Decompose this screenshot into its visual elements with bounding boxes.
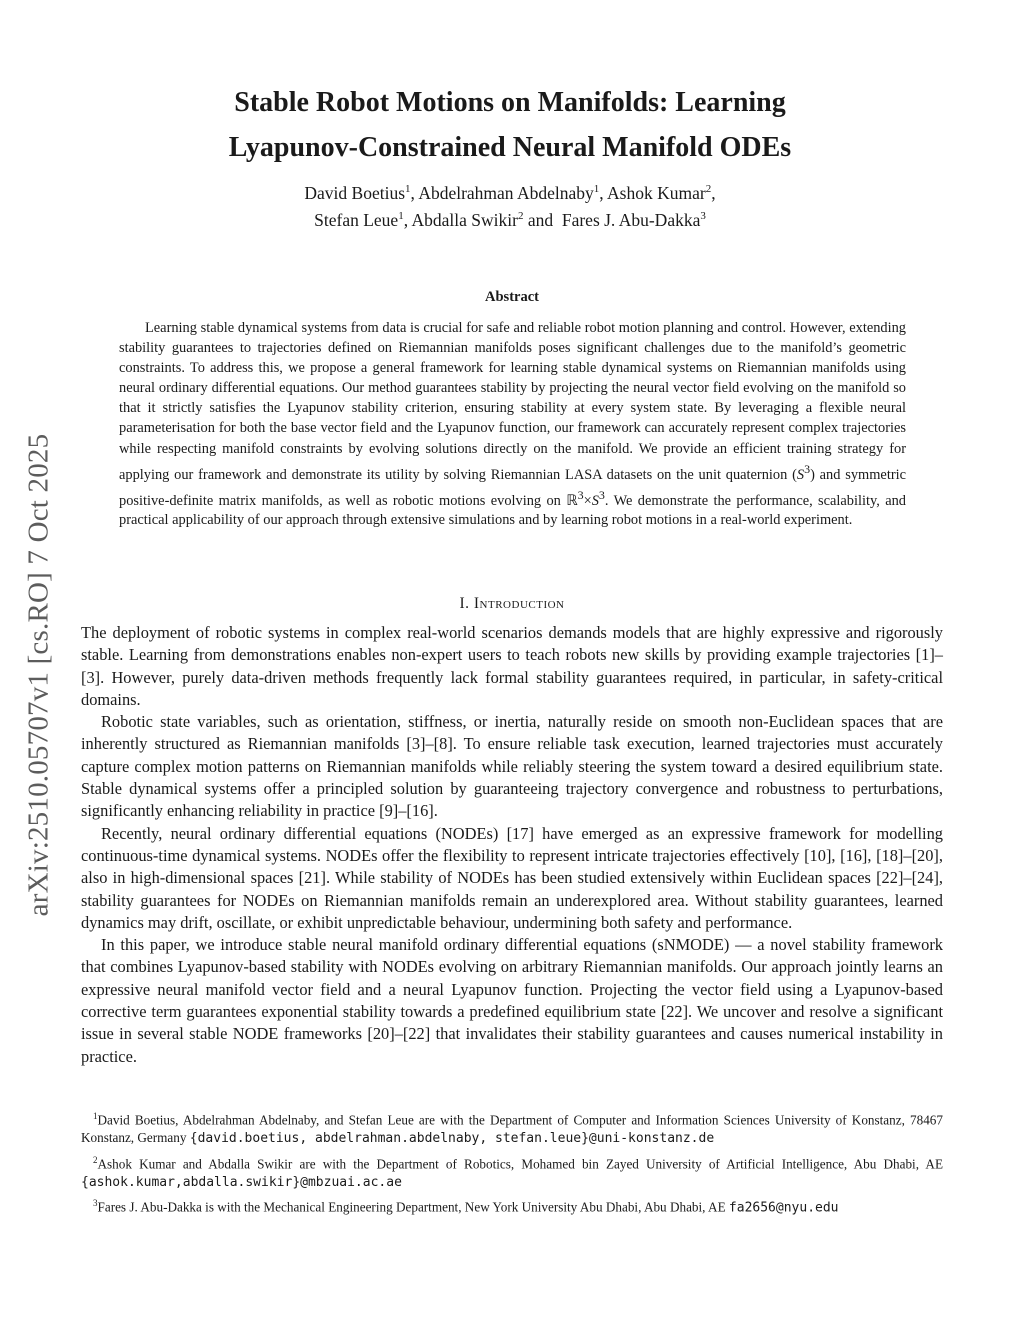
math-symbol-r: ℝ bbox=[566, 492, 578, 509]
introduction-body bbox=[81, 622, 943, 1068]
author-separator: , bbox=[711, 182, 716, 203]
abstract-text-part-3: . We demonstrate the performance, scalability, and practical applicability of our approach through extensive simulations and by learning robot motions in a real-world experiment. bbox=[119, 492, 906, 529]
intro-paragraph: Recently, neural ordinary differential equations (NODEs) [17] have emerged as an expressive framework for modelling continuous-time dynamical systems. NODEs offer the flexibility to represent intricate trajectories effectively [10], [16], [18]–[20], also in high-dimensional spaces [21]. While stability of NODEs has been studied extensively within Euclidean spaces [22]–[24], stability guarantees for NODEs on Riemannian manifolds remain an underexplored area. Without stability guarantees, learned dynamics may drift, oscillate, or exhibit unpredictable behaviour, undermining both safety and performance. bbox=[81, 823, 943, 932]
author-affiliation-mark: 2 bbox=[705, 183, 712, 195]
abstract-heading: Abstract bbox=[485, 289, 539, 305]
author-line-2 bbox=[160, 205, 860, 232]
arxiv-identifier-stamp bbox=[14, 375, 64, 975]
footnote-mark: 1 bbox=[93, 1111, 98, 1121]
math-exponent: 3 bbox=[598, 487, 605, 502]
title-line-2: Lyapunov-Constrained Neural Manifold ODEs bbox=[228, 132, 792, 163]
footnote bbox=[81, 1151, 943, 1193]
author-name: Abdalla Swikir bbox=[411, 209, 518, 230]
intro-paragraph: In this paper, we introduce stable neural manifold ordinary differential equations (sNMODE) — a novel stability framework that combines Lyapunov-based stability with NODEs evolving on arbitrary Riemannian manifolds. Our approach jointly learns an expressive neural manifold vector field and a neural Lyapunov function. Projecting the vector field using a Lyapunov-based corrective term guarantees exponential stability towards a predefined equilibrium state [22]. We uncover and resolve a significant issue in several stable NODE frameworks [20]–[22] that invalidates their stability guarantees and causes numerical instability in practice. bbox=[81, 935, 943, 1066]
author-name: Fares J. Abu-Dakka bbox=[561, 209, 701, 230]
author-affiliation-mark: 3 bbox=[700, 209, 706, 222]
footnote-mark: 3 bbox=[93, 1198, 98, 1209]
footnote-text: Fares J. Abu-Dakka is with the Mechanical Engineering Department, New York University Abu Dhabi, Abu Dhabi, AE bbox=[97, 1199, 729, 1215]
footnote bbox=[81, 1107, 943, 1149]
author-name: David Boetius bbox=[304, 182, 406, 203]
author-affiliation-mark: 2 bbox=[517, 209, 524, 222]
author-line-1 bbox=[160, 178, 860, 205]
abstract-text-part-1: Learning stable dynamical systems from data is crucial for safe and reliable robot motion planning and control. However, extending stability guarantees to trajectories defined on Riemannian manifolds poses significant challenges due to the manifold’s geometric constraints. To address this, we propose a general framework for learning stable dynamical systems on Riemannian manifolds using neural ordinary differential equations. Our method guarantees stability by projecting the neural vector field evolving on the manifold so that it strictly satisfies the Lyapunov stability criterion, ensuring stability at every system state. By leveraging a flexible neural parameterisation for both the base vector field and the Lyapunov function, our framework can accurately represent complex trajectories while respecting manifold constraints by evolving solutions directly on the manifold. We provide an efficient training strategy for applying our framework and demonstrate its utility by solving Riemannian LASA datasets on the unit quaternion ( bbox=[119, 320, 906, 483]
author-separator: , bbox=[599, 182, 608, 203]
author-separator: , bbox=[410, 182, 419, 203]
footnotes bbox=[81, 1107, 943, 1220]
intro-paragraph: The deployment of robotic systems in complex real-world scenarios demands models that are highly expressive and rigorously stable. Learning from demonstrations enables non-expert users to teach robots new skills by providing example trajectories [1]–[3]. However, purely data-driven methods frequently lack formal stability guarantees required, in particular, in safety-critical domains. bbox=[81, 623, 943, 709]
footnote-email: fa2656@nyu.edu bbox=[728, 1200, 839, 1216]
footnote-email: {ashok.kumar,abdalla.swikir}@mbzuai.ac.ae bbox=[81, 1175, 402, 1191]
author-name: Ashok Kumar bbox=[607, 182, 706, 203]
footnote-email: {david.boetius, abdelrahman.abdelnaby, stefan.leue}@uni-konstanz.de bbox=[189, 1131, 715, 1147]
math-symbol-s: S bbox=[796, 466, 805, 483]
title-line-1: Stable Robot Motions on Manifolds: Learning bbox=[234, 87, 786, 118]
abstract-text-part-2: ) and symmetric positive-definite matrix manifolds, as well as robotic motions evolving on bbox=[119, 466, 906, 509]
footnote-text: David Boetius, Abdelrahman Abdelnaby, and Stefan Leue are with the Department of Computer and Information Sciences University of Konstanz, 78467 Konstanz, Germany bbox=[81, 1112, 943, 1146]
author-affiliation-mark: 1 bbox=[405, 183, 411, 195]
abstract-body bbox=[119, 318, 906, 531]
math-symbol-s: S bbox=[591, 492, 599, 509]
section-heading-introduction: I. Introduction bbox=[459, 595, 565, 612]
author-name: Abdelrahman Abdelnaby bbox=[418, 182, 594, 203]
footnote-text: Ashok Kumar and Abdalla Swikir are with the Department of Robotics, Mohamed bin Zayed University of Artificial Intelligence, Abu Dhabi, AE bbox=[97, 1155, 943, 1171]
paper-title bbox=[170, 80, 850, 170]
footnote bbox=[81, 1194, 943, 1217]
author-separator: and bbox=[523, 209, 558, 230]
author-affiliation-mark: 1 bbox=[593, 183, 600, 195]
math-exponent: 3 bbox=[804, 461, 811, 476]
math-exponent: 3 bbox=[577, 487, 584, 502]
author-name: Stefan Leue bbox=[314, 209, 399, 230]
intro-paragraph: Robotic state variables, such as orientation, stiffness, or inertia, naturally reside on smooth non-Euclidean spaces that are inherently structured as Riemannian manifolds [3]–[8]. To ensure reliable task execution, learned trajectories must accurately capture complex motion patterns on Riemannian manifolds while reliably steering the system toward a desired equilibrium state. Stable dynamical systems offer a principled solution by guaranteeing trajectory convergence and robustness to perturbations, significantly enhancing reliability in practice [9]–[16]. bbox=[81, 712, 943, 821]
arxiv-id-text: arXiv:2510.05707v1 [cs.RO] 7 Oct 2025 bbox=[22, 433, 55, 917]
author-affiliation-mark: 1 bbox=[398, 209, 404, 222]
author-separator: , bbox=[403, 209, 412, 230]
author-list bbox=[160, 178, 860, 232]
footnote-mark: 2 bbox=[93, 1154, 98, 1165]
math-symbol-times: × bbox=[583, 492, 592, 509]
